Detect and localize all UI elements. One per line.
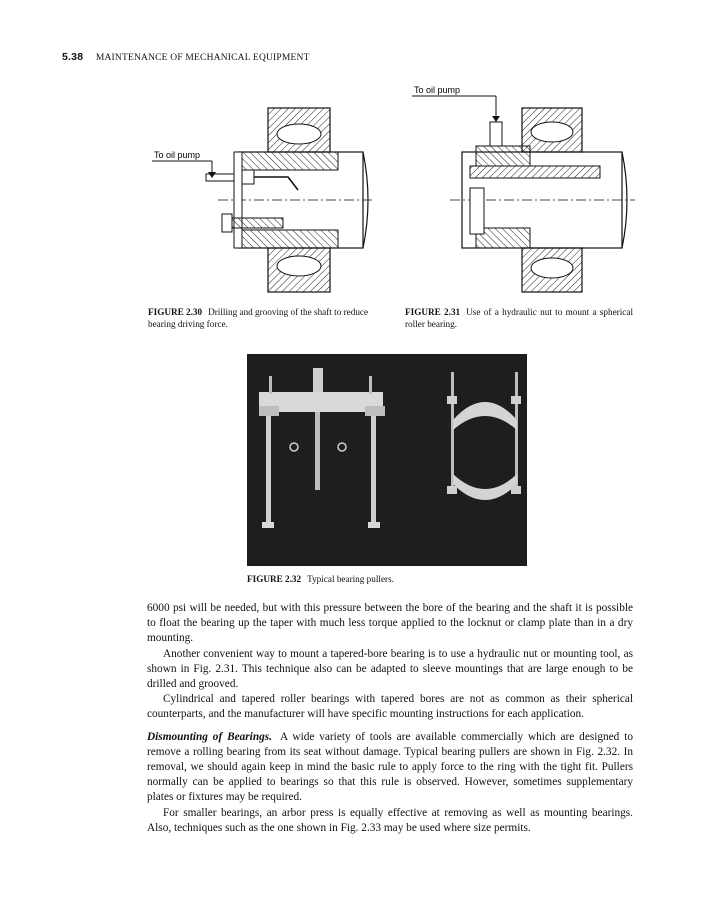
paragraph-4-text: A wide variety of tools are available commercially which are designed to remove a rolling bearing from its seat without damage. Typical bearing pullers are shown in Fig. 2.32. In removal, we should again keep in mind the basic rule to apply force to the ring with the tight fit. Pullers normally can be applied to bearings so that this rule is observed. However, sometimes supplementary plates or fixtures may be required. (147, 730, 633, 804)
figure-2-30-caption (148, 306, 373, 330)
figure-2-31-drawing (410, 80, 635, 300)
fig232-caption-number: FIGURE 2.32 (247, 574, 302, 584)
figure-2-32-photo (247, 354, 527, 566)
paragraph-1: 6000 psi will be needed, but with this pressure between the bore of the bearing and the shaft it is possible to float the bearing up the taper with much less torque applied to the locknut or clamp plate than in a dry mounting. (147, 602, 633, 645)
fig230-caption-number: FIGURE 2.30 (148, 307, 203, 317)
paragraph-4 (147, 730, 633, 806)
page-number: 5.38 (62, 51, 84, 63)
fig230-oil-pump-label: To oil pump (154, 150, 201, 160)
fig230-caption-text: Drilling and grooving of the shaft to reduce bearing driving force. (148, 307, 369, 329)
running-header (62, 51, 310, 63)
figure-2-32-caption (247, 573, 547, 585)
fig231-caption-text: Use of a hydraulic nut to mount a spherical roller bearing. (405, 307, 634, 329)
figure-2-31-caption (405, 306, 633, 330)
paragraph-3: Cylindrical and tapered roller bearings with tapered bores are not as common as their spherical counterparts, and the manufacturer will have specific mounting instructions for each application. (147, 693, 633, 721)
paragraph-2: Another convenient way to mount a tapered-bore bearing is to use a hydraulic nut or mounting tool, as shown in Fig. 2.31. This technique also can be adapted to sleeve mountings that are large enough to be drilled and grooved. (147, 647, 633, 691)
section-runin-heading: Dismounting of Bearings. (147, 730, 272, 743)
fig231-oil-pump-label: To oil pump (414, 85, 461, 95)
figure-2-30-drawing (148, 100, 373, 300)
running-title: MAINTENANCE OF MECHANICAL EQUIPMENT (95, 53, 310, 63)
body-text (147, 601, 633, 836)
paragraph-5: For smaller bearings, an arbor press is equally effective at removing as well as mounting bearings. Also, techniques such as the one shown in Fig. 2.33 may be used where size permits. (147, 806, 633, 834)
fig232-caption-text: Typical bearing pullers. (307, 574, 394, 584)
fig231-caption-number: FIGURE 2.31 (405, 307, 461, 317)
